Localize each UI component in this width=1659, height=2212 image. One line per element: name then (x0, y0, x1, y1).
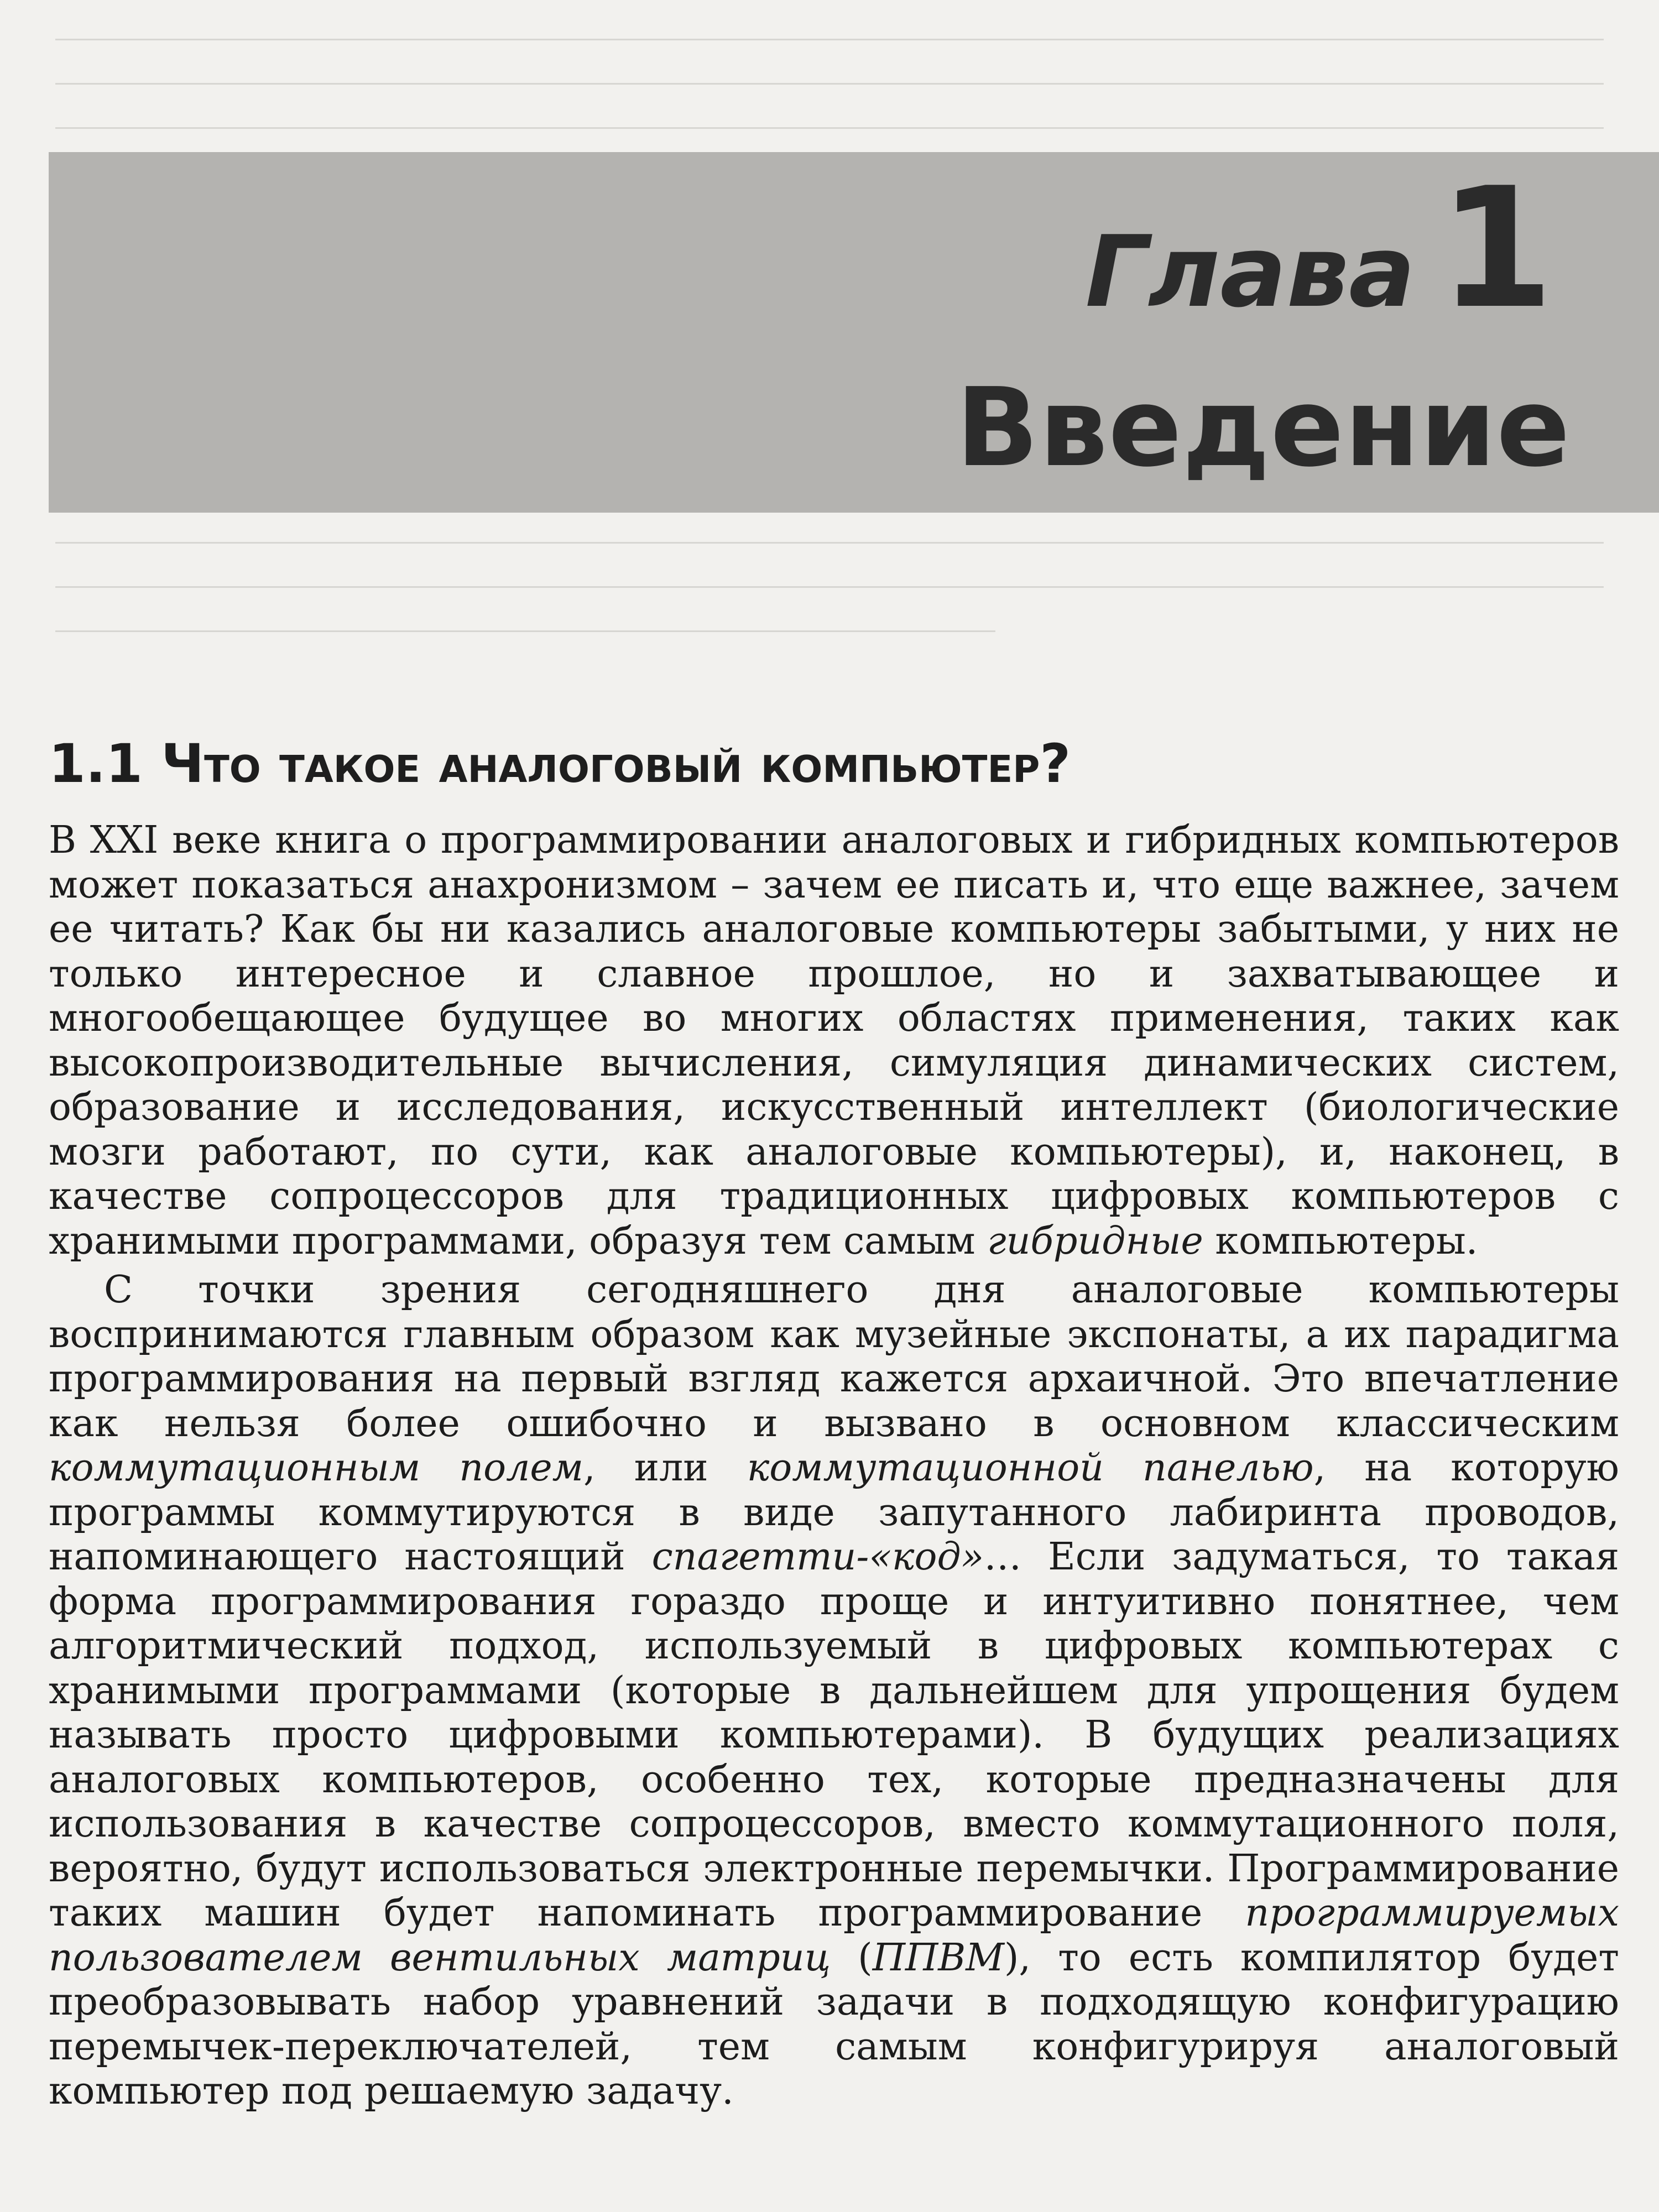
paragraph-1: В XXI веке книга о программировании аналоговых и гибридных компьютеров может показаться анахронизмом – зачем ее писать и, что еще важнее, зачем ее читать? Как бы ни казались аналоговые компьютеры забытыми, у них не только интересное и славное прошлое, но и захватывающее и многообещающее будущее во многих областях применения, таких как высокопроизводительные вычисления, симуляция динамических систем, образование и исследования, искусственный интеллект (биологические мозги работают, по сути, как аналоговые компьютеры), и, наконец, в качестве сопроцессоров для традиционных цифровых компьютеров с хранимыми программами, образуя тем самым гибридные компьютеры. (49, 818, 1619, 1263)
chapter-label (1085, 152, 1554, 345)
paragraph-2: С точки зрения сегодняшнего дня аналоговые компьютеры воспринимаются главным образом как музейные экспонаты, а их парадигма программирования на первый взгляд кажется архаичной. Это впечатление как нельзя более ошибочно и вызвано в основном классическим коммутационным полем, или коммутационной панелью, на которую программы коммутируются в виде запутанного лабиринта проводов, напоминающего настоящий спагетти-«код»… Если задуматься, то такая форма программирования гораздо проще и интуитивно понятнее, чем алгоритмический подход, используемый в цифровых компьютерах с хранимыми программами (которые в дальнейшем для упрощения будем называть просто цифровыми компьютерами). В будущих реализациях аналоговых компьютеров, особенно тех, которые предназначены для использования в качестве сопроцессоров, вместо коммутационного поля, вероятно, будут использоваться электронные перемычки. Программирование таких машин будет напоминать программирование программируемых пользователем вентильных матриц (ППВМ), то есть компилятор будет преобразовывать набор уравнений задачи в подходящую конфигурацию перемычек-переключателей, тем самым конфигурируя аналоговый компьютер под решаемую задачу. (49, 1268, 1620, 2113)
chapter-title: Введение (956, 365, 1571, 491)
chapter-word: Глава (1085, 215, 1416, 329)
body-text (49, 818, 1619, 2114)
chapter-number: 1 (1438, 152, 1554, 345)
section-heading: 1.1 Что такое аналоговый компьютер? (49, 733, 1071, 795)
